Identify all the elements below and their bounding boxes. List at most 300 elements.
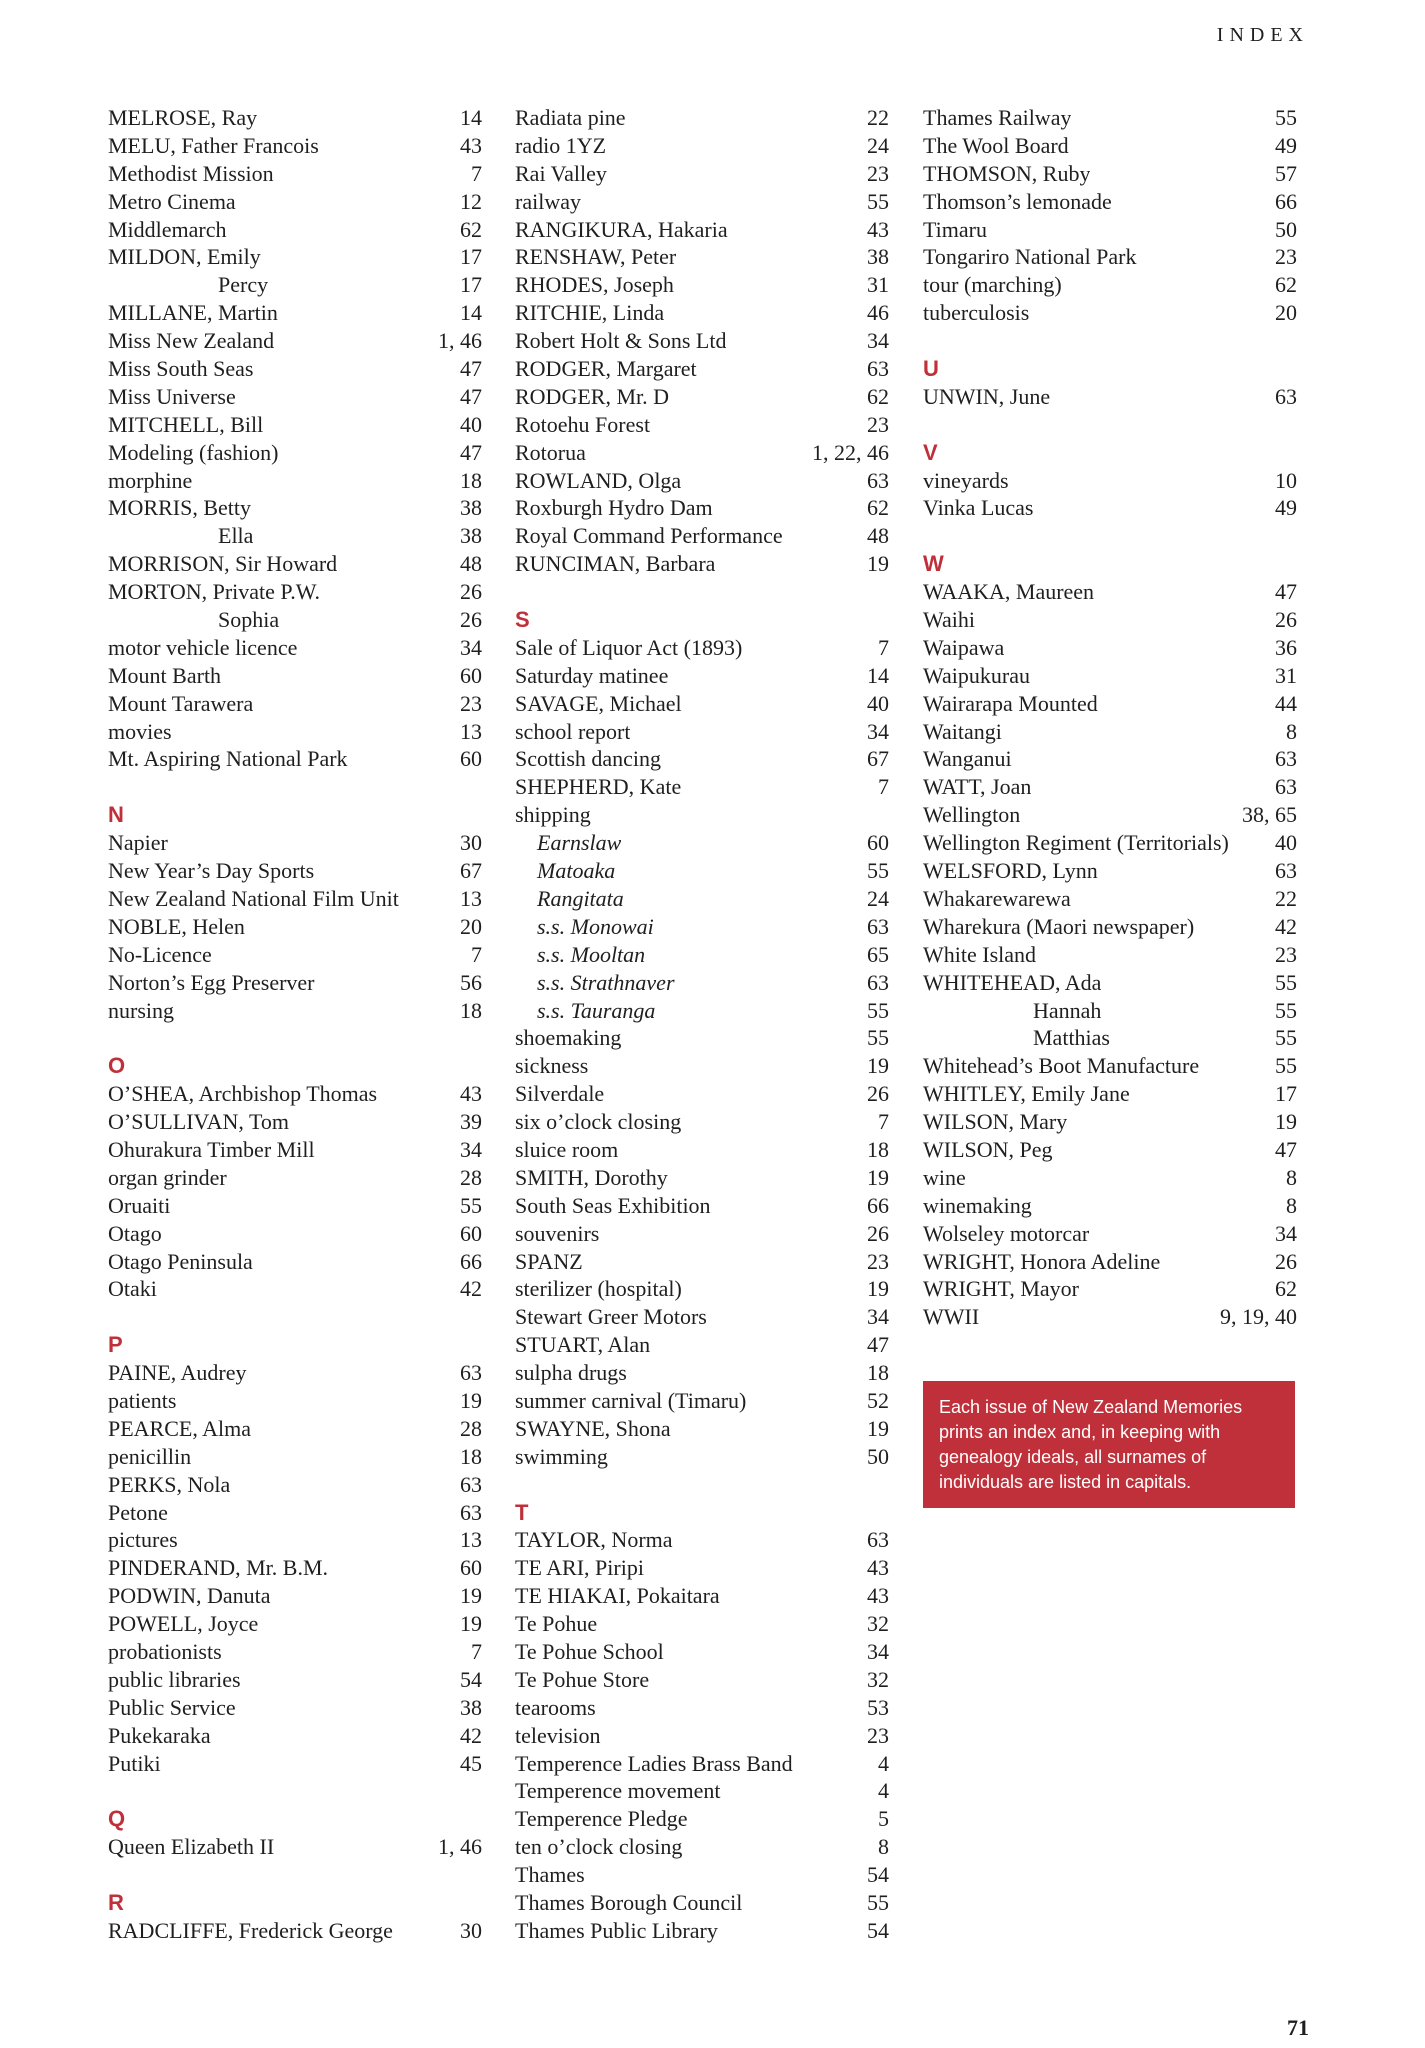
entry-term: NOBLE, Helen [108, 913, 245, 939]
index-entry [108, 494, 482, 522]
entry-term: Waihi [923, 607, 975, 633]
entry-pages: 19 [867, 1053, 889, 1079]
entry-pages: 8 [1286, 1164, 1297, 1190]
entry-term: WWII [923, 1304, 980, 1330]
index-entry [923, 1275, 1297, 1303]
entry-pages: 55 [1275, 105, 1297, 130]
entry-term: WATT, Joan [923, 774, 1032, 800]
index-entry [515, 997, 889, 1025]
entry-term: Timaru [923, 216, 987, 242]
entry-pages: 4 [878, 1750, 889, 1776]
entry-pages: 34 [867, 328, 889, 354]
entry-term: MELU, Father Francois [108, 132, 319, 158]
entry-pages: 14 [460, 105, 482, 130]
entry-term: Wellington [923, 802, 1021, 828]
entry-pages: 7 [878, 774, 889, 800]
index-entry [515, 1833, 889, 1861]
index-entry [923, 773, 1297, 801]
entry-pages: 47 [1275, 579, 1297, 605]
index-entry [923, 188, 1297, 216]
entry-pages: 63 [867, 467, 889, 493]
index-entry [515, 745, 889, 773]
entry-term: UNWIN, June [923, 383, 1051, 409]
index-entry [515, 467, 889, 495]
index-entry [515, 662, 889, 690]
index-entry [923, 997, 1297, 1025]
entry-pages: 49 [1275, 132, 1297, 158]
entry-term: sickness [515, 1053, 589, 1079]
index-entry [923, 1136, 1297, 1164]
index-entry [515, 522, 889, 550]
entry-pages: 63 [1275, 746, 1297, 772]
index-entry [515, 216, 889, 244]
entry-term: SAVAGE, Michael [515, 690, 682, 716]
entry-pages: 12 [460, 188, 482, 214]
index-entry [923, 913, 1297, 941]
entry-pages: 38, 65 [1242, 802, 1297, 828]
index-entry [108, 578, 482, 606]
entry-pages: 43 [867, 216, 889, 242]
index-entry [515, 1610, 889, 1638]
index-entry [108, 467, 482, 495]
index-entry [108, 383, 482, 411]
entry-term: Public Service [108, 1694, 236, 1720]
index-entry [515, 439, 889, 467]
index-entry [108, 1554, 482, 1582]
entry-term: Te Pohue School [515, 1638, 664, 1664]
entry-pages: 34 [867, 718, 889, 744]
entry-pages: 26 [460, 607, 482, 633]
entry-term: six o’clock closing [515, 1109, 682, 1135]
entry-pages: 43 [867, 1583, 889, 1609]
index-column-1 [108, 104, 482, 1945]
entry-term: THOMSON, Ruby [923, 160, 1091, 186]
index-entry [923, 299, 1297, 327]
index-entry [923, 690, 1297, 718]
entry-term: Oruaiti [108, 1192, 171, 1218]
entry-term: Wairarapa Mounted [923, 690, 1098, 716]
section-letter: Q [108, 1806, 126, 1832]
entry-pages: 63 [460, 1499, 482, 1525]
index-entry [108, 104, 482, 132]
entry-pages: 44 [1275, 690, 1297, 716]
entry-term: wine [923, 1164, 966, 1190]
index-entry [923, 745, 1297, 773]
entry-term: Thames Railway [923, 105, 1072, 130]
entry-pages: 38 [460, 495, 482, 521]
entry-pages: 43 [867, 1555, 889, 1581]
index-entry [108, 550, 482, 578]
index-entry [515, 1303, 889, 1331]
entry-term: motor vehicle licence [108, 634, 298, 660]
entry-term: probationists [108, 1638, 222, 1664]
index-entry [515, 1136, 889, 1164]
entry-term: RITCHIE, Linda [515, 300, 665, 326]
entry-pages: 55 [1275, 1053, 1297, 1079]
entry-pages: 34 [460, 1136, 482, 1162]
entry-term: Wharekura (Maori newspaper) [923, 913, 1195, 939]
entry-pages: 43 [460, 1081, 482, 1107]
entry-pages: 8 [1286, 718, 1297, 744]
page-number: 71 [1287, 2015, 1309, 2040]
entry-pages: 47 [460, 439, 482, 465]
entry-pages: 23 [1275, 244, 1297, 270]
entry-pages: 53 [867, 1694, 889, 1720]
index-entry [515, 355, 889, 383]
entry-term: Wellington Regiment (Territorials) [923, 830, 1229, 856]
index-entry [108, 1722, 482, 1750]
index-entry [515, 1526, 889, 1554]
index-entry [515, 1080, 889, 1108]
index-entry [923, 1108, 1297, 1136]
index-entry [923, 383, 1297, 411]
entry-term: s.s. Strathnaver [537, 969, 675, 995]
entry-term: Vinka Lucas [923, 495, 1034, 521]
index-entry [515, 1164, 889, 1192]
entry-term: movies [108, 718, 172, 744]
index-entry [108, 634, 482, 662]
entry-pages: 24 [867, 132, 889, 158]
entry-term: Mount Tarawera [108, 690, 254, 716]
entry-term: SHEPHERD, Kate [515, 774, 682, 800]
entry-pages: 36 [1275, 634, 1297, 660]
entry-pages: 18 [867, 1136, 889, 1162]
entry-pages: 63 [867, 969, 889, 995]
entry-pages: 32 [867, 1611, 889, 1637]
entry-term: s.s. Tauranga [537, 997, 656, 1023]
index-entry [515, 1722, 889, 1750]
entry-pages: 7 [471, 1638, 482, 1664]
index-entry [923, 243, 1297, 271]
index-entry [515, 885, 889, 913]
entry-term: Wolseley motorcar [923, 1220, 1090, 1246]
entry-pages: 17 [460, 272, 482, 298]
entry-term: Putiki [108, 1750, 161, 1776]
entry-term: s.s. Monowai [537, 913, 654, 939]
entry-term: tour (marching) [923, 272, 1062, 298]
entry-pages: 60 [460, 1220, 482, 1246]
entry-term: SWAYNE, Shona [515, 1415, 671, 1441]
entry-term: Te Pohue Store [515, 1666, 650, 1692]
entry-pages: 19 [1275, 1109, 1297, 1135]
entry-term: South Seas Exhibition [515, 1192, 711, 1218]
index-entry [515, 1750, 889, 1778]
entry-term: MORTON, Private P.W. [108, 579, 320, 605]
index-column-3 [923, 104, 1297, 1331]
entry-term: RODGER, Mr. D [515, 383, 670, 409]
index-entry [923, 829, 1297, 857]
index-entry [515, 494, 889, 522]
index-entry [923, 271, 1297, 299]
entry-term: winemaking [923, 1192, 1032, 1218]
entry-pages: 28 [460, 1164, 482, 1190]
section-letter: U [923, 356, 939, 382]
entry-pages: 54 [867, 1862, 889, 1888]
index-entry [515, 913, 889, 941]
index-entry [515, 411, 889, 439]
entry-term: Miss Universe [108, 383, 236, 409]
entry-term: WILSON, Peg [923, 1136, 1053, 1162]
index-entry [923, 160, 1297, 188]
entry-pages: 62 [460, 216, 482, 242]
entry-term: RANGIKURA, Hakaria [515, 216, 728, 242]
index-entry [923, 1220, 1297, 1248]
entry-pages: 14 [460, 300, 482, 326]
entry-pages: 47 [1275, 1136, 1297, 1162]
entry-pages: 13 [460, 718, 482, 744]
entry-term: PINDERAND, Mr. B.M. [108, 1555, 329, 1581]
entry-pages: 7 [471, 941, 482, 967]
index-entry [108, 1415, 482, 1443]
index-entry [515, 801, 889, 829]
entry-pages: 32 [867, 1666, 889, 1692]
entry-pages: 55 [1275, 1025, 1297, 1051]
entry-term: SPANZ [515, 1248, 583, 1274]
entry-pages: 55 [867, 1890, 889, 1915]
index-entry [515, 1917, 889, 1945]
entry-term: TE ARI, Piripi [515, 1555, 644, 1581]
entry-term: RODGER, Margaret [515, 356, 697, 382]
entry-pages: 55 [867, 188, 889, 214]
index-entry [923, 216, 1297, 244]
entry-pages: 19 [867, 551, 889, 577]
entry-pages: 63 [1275, 858, 1297, 884]
section-letter: P [108, 1332, 123, 1358]
index-entry [923, 662, 1297, 690]
index-entry [923, 718, 1297, 746]
index-entry [108, 1443, 482, 1471]
entry-pages: 19 [867, 1276, 889, 1302]
entry-pages: 60 [460, 662, 482, 688]
index-entry [515, 1415, 889, 1443]
index-entry [515, 1443, 889, 1471]
entry-term: Stewart Greer Motors [515, 1304, 707, 1330]
index-entry [108, 1526, 482, 1554]
entry-term: WAAKA, Maureen [923, 579, 1095, 605]
index-entry [515, 1192, 889, 1220]
index-entry [108, 606, 482, 634]
entry-pages: 7 [878, 634, 889, 660]
index-entry [515, 327, 889, 355]
entry-term: O’SHEA, Archbishop Thomas [108, 1081, 378, 1107]
entry-term: pictures [108, 1527, 178, 1553]
index-entry [108, 1638, 482, 1666]
entry-term: vineyards [923, 467, 1009, 493]
entry-term: Matoaka [537, 858, 616, 884]
entry-pages: 49 [1275, 495, 1297, 521]
entry-pages: 18 [460, 1443, 482, 1469]
entry-pages: 22 [1275, 885, 1297, 911]
entry-pages: 18 [867, 1360, 889, 1386]
entry-term: sluice room [515, 1136, 619, 1162]
index-entry [515, 1889, 889, 1917]
index-entry [923, 104, 1297, 132]
entry-pages: 1, 46 [438, 1834, 482, 1860]
entry-term: sulpha drugs [515, 1360, 627, 1386]
entry-pages: 55 [867, 997, 889, 1023]
index-entry [923, 606, 1297, 634]
entry-pages: 55 [1275, 969, 1297, 995]
entry-term: Rotoehu Forest [515, 411, 651, 437]
entry-term: New Year’s Day Sports [108, 858, 315, 884]
index-entry [923, 578, 1297, 606]
entry-term: tearooms [515, 1694, 596, 1720]
entry-pages: 8 [1286, 1192, 1297, 1218]
entry-term: summer carnival (Timaru) [515, 1387, 747, 1413]
entry-term: Percy [218, 272, 269, 298]
index-entry [108, 969, 482, 997]
entry-pages: 60 [867, 830, 889, 856]
entry-pages: 62 [867, 383, 889, 409]
entry-pages: 40 [867, 690, 889, 716]
index-entry [108, 1387, 482, 1415]
entry-term: souvenirs [515, 1220, 600, 1246]
entry-pages: 26 [460, 579, 482, 605]
entry-term: Hannah [1033, 997, 1102, 1023]
entry-term: tuberculosis [923, 300, 1030, 326]
index-entry [923, 969, 1297, 997]
entry-pages: 54 [460, 1666, 482, 1692]
entry-pages: 4 [878, 1778, 889, 1804]
index-entry [923, 494, 1297, 522]
index-entry [515, 969, 889, 997]
entry-term: MORRIS, Betty [108, 495, 252, 521]
index-entry [515, 550, 889, 578]
entry-pages: 24 [867, 885, 889, 911]
entry-pages: 57 [1275, 160, 1297, 186]
entry-term: Saturday matinee [515, 662, 669, 688]
entry-term: RUNCIMAN, Barbara [515, 551, 716, 577]
entry-term: Sophia [218, 607, 280, 633]
entry-term: ten o’clock closing [515, 1834, 683, 1860]
entry-pages: 50 [867, 1443, 889, 1469]
entry-pages: 47 [867, 1332, 889, 1358]
entry-pages: 9, 19, 40 [1220, 1304, 1297, 1330]
index-entry [108, 913, 482, 941]
index-entry [515, 773, 889, 801]
entry-term: shipping [515, 802, 591, 828]
entry-pages: 56 [460, 969, 482, 995]
index-entry [923, 1080, 1297, 1108]
index-entry [923, 941, 1297, 969]
entry-term: Waipukurau [923, 662, 1030, 688]
entry-term: Temperence Pledge [515, 1806, 688, 1832]
index-entry [108, 243, 482, 271]
entry-pages: 62 [1275, 272, 1297, 298]
entry-term: school report [515, 718, 631, 744]
index-entry [108, 718, 482, 746]
entry-pages: 62 [1275, 1276, 1297, 1302]
entry-term: nursing [108, 997, 174, 1023]
index-entry [108, 439, 482, 467]
entry-pages: 26 [1275, 607, 1297, 633]
entry-pages: 66 [1275, 188, 1297, 214]
entry-term: Methodist Mission [108, 160, 274, 186]
entry-pages: 63 [867, 913, 889, 939]
index-entry [108, 160, 482, 188]
entry-pages: 10 [1275, 467, 1297, 493]
index-entry [515, 1777, 889, 1805]
index-entry [515, 1694, 889, 1722]
index-entry [515, 1331, 889, 1359]
entry-pages: 52 [867, 1387, 889, 1413]
entry-pages: 63 [460, 1471, 482, 1497]
entry-term: Ella [218, 523, 254, 549]
entry-pages: 38 [460, 523, 482, 549]
entry-pages: 23 [867, 160, 889, 186]
entry-pages: 23 [867, 1248, 889, 1274]
entry-pages: 17 [1275, 1081, 1297, 1107]
index-entry [515, 1024, 889, 1052]
entry-term: Waipawa [923, 634, 1005, 660]
entry-pages: 48 [460, 551, 482, 577]
entry-pages: 47 [460, 383, 482, 409]
entry-pages: 50 [1275, 216, 1297, 242]
entry-term: Middlemarch [108, 216, 227, 242]
index-entry [108, 1499, 482, 1527]
index-entry [923, 885, 1297, 913]
entry-pages: 1, 46 [438, 328, 482, 354]
index-entry [108, 690, 482, 718]
entry-term: Mount Barth [108, 662, 222, 688]
entry-pages: 5 [878, 1806, 889, 1832]
entry-term: Otago [108, 1220, 162, 1246]
index-entry [515, 1554, 889, 1582]
index-entry [515, 299, 889, 327]
entry-pages: 55 [460, 1192, 482, 1218]
entry-pages: 60 [460, 746, 482, 772]
entry-pages: 34 [460, 634, 482, 660]
entry-pages: 30 [460, 1917, 482, 1943]
index-entry [108, 327, 482, 355]
entry-term: radio 1YZ [515, 132, 607, 158]
entry-pages: 48 [867, 523, 889, 549]
entry-term: penicillin [108, 1443, 192, 1469]
entry-pages: 65 [867, 941, 889, 967]
index-entry [108, 1610, 482, 1638]
entry-pages [883, 801, 889, 829]
entry-term: Radiata pine [515, 105, 626, 130]
index-entry [515, 271, 889, 299]
index-entry [515, 1387, 889, 1415]
entry-pages: 42 [1275, 913, 1297, 939]
entry-pages: 19 [460, 1387, 482, 1413]
entry-pages: 19 [867, 1415, 889, 1441]
index-entry [923, 1248, 1297, 1276]
entry-term: PERKS, Nola [108, 1471, 231, 1497]
index-entry [515, 1805, 889, 1833]
section-letter: W [923, 551, 944, 577]
entry-term: Ohurakura Timber Mill [108, 1136, 315, 1162]
entry-term: Roxburgh Hydro Dam [515, 495, 713, 521]
entry-term: organ grinder [108, 1164, 227, 1190]
entry-pages: 1, 22, 46 [812, 439, 889, 465]
index-entry [515, 104, 889, 132]
entry-term: Thames Borough Council [515, 1890, 743, 1915]
entry-term: O’SULLIVAN, Tom [108, 1109, 289, 1135]
entry-term: Norton’s Egg Preserver [108, 969, 315, 995]
entry-term: public libraries [108, 1666, 241, 1692]
index-entry [515, 690, 889, 718]
index-entry [108, 1750, 482, 1778]
entry-pages: 63 [867, 1527, 889, 1553]
entry-pages: 55 [867, 1025, 889, 1051]
entry-term: shoemaking [515, 1025, 622, 1051]
index-entry [108, 1359, 482, 1387]
entry-pages: 26 [867, 1081, 889, 1107]
entry-pages: 38 [460, 1694, 482, 1720]
index-entry [108, 1080, 482, 1108]
